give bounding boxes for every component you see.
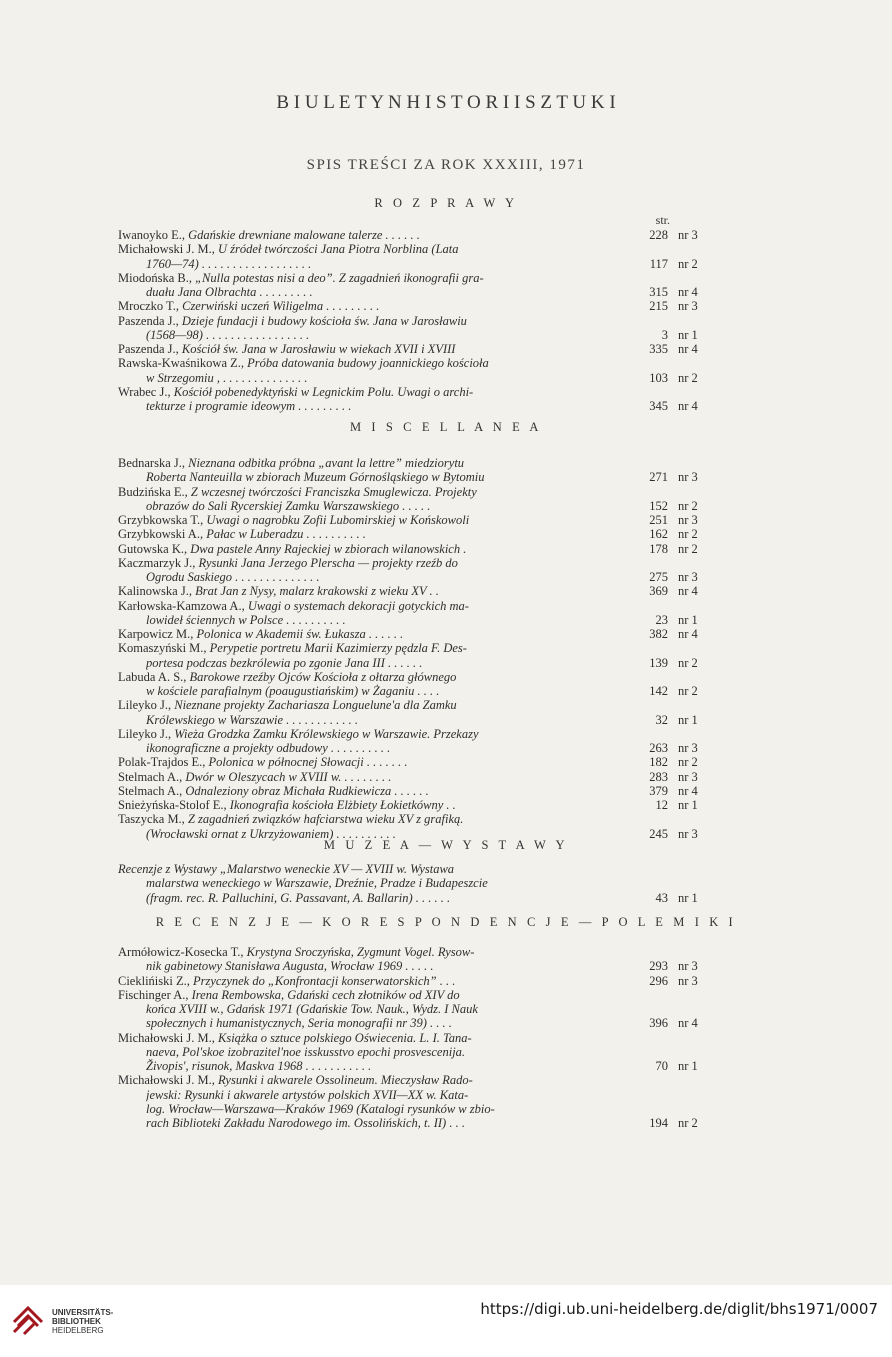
entry-issue: nr 4 (678, 1016, 698, 1031)
entry-page: 293 (649, 959, 668, 974)
entry-text (118, 670, 626, 685)
entry-text (118, 513, 626, 528)
entry-issue: nr 1 (678, 798, 698, 812)
entry-title: Gdańskie drewniane malowane talerze . . . . . . (188, 228, 420, 242)
entry-text (146, 713, 626, 728)
entry-page: 194 (649, 1116, 668, 1130)
entry-continuation (118, 891, 710, 906)
entry-text (118, 1031, 626, 1046)
entry-page: 315 (649, 285, 668, 299)
entry-page: 32 (655, 712, 668, 727)
entry-author: Miodońska B., (118, 270, 196, 285)
entry-page: 103 (649, 370, 668, 385)
entry-author: Grzybkowski A., (118, 527, 207, 542)
entry-title: Brat Jan z Nysy, malarz krakowski z wieku XV . . (195, 584, 439, 599)
entry-line (118, 627, 710, 642)
entry-title: (Wrocławski ornat z Ukrzyżowaniem) . . . . . . . . . . (146, 826, 396, 841)
entry-title: Uwagi o systemach dekoracji gotyckich ma- (247, 598, 469, 613)
entry-issue: nr 4 (678, 584, 698, 599)
entry-author: Rawska-Kwaśnikowa Z., (118, 356, 248, 371)
entry-title: (fragm. rec. R. Palluchini, G. Passavant, A. Ballarin) . . . . . . (146, 890, 451, 905)
entry-author: Michałowski J. M., (118, 1073, 218, 1088)
entry-title: duału Jana Olbrachta . . . . . . . . . (146, 285, 313, 299)
entry-title: portesa podczas bezkrólewia po zgonie Jana III . . . . . . (146, 655, 423, 670)
entry-issue: nr 4 (678, 342, 698, 356)
entry-line (118, 1073, 710, 1088)
entry-author: Mroczko T., (118, 299, 183, 314)
entry-issue: nr 2 (678, 527, 698, 542)
library-name: UNIVERSITÄTS- BIBLIOTHEK HEIDELBERG (52, 1308, 114, 1335)
entry-author: Polak-Trajdos E., (118, 755, 209, 770)
entry-text (146, 1059, 626, 1074)
entry-text (146, 959, 626, 974)
entry-text (146, 470, 626, 485)
entry-text (118, 527, 626, 542)
entry-continuation (118, 328, 710, 343)
entry-issue: nr 3 (678, 299, 698, 314)
entry-issue: nr 3 (678, 769, 698, 784)
entry-title: Polonica w północnej Słowacji . . . . . . . (208, 755, 408, 770)
footer-bar (0, 1285, 892, 1357)
page-column-label: str. (655, 213, 670, 227)
section-title-miscellanea: M I S C E L L A N E A (349, 420, 543, 434)
entry-line (118, 599, 710, 614)
entry-page: 263 (649, 741, 668, 755)
entry-title: 1760—74) . . . . . . . . . . . . . . . . . . (146, 256, 312, 271)
entry-line (118, 242, 710, 257)
entry-title: Ogrodu Saskiego . . . . . . . . . . . . . . (146, 570, 320, 584)
entry-text (118, 242, 626, 257)
entry-title: Z wczesnej twórczości Franciszka Smuglewicza. Projekty (190, 484, 477, 499)
entry-line (118, 862, 710, 877)
entry-text (146, 891, 626, 906)
entry-issue: nr 4 (678, 783, 698, 798)
entry-text (118, 1073, 626, 1088)
entry-text (118, 988, 626, 1003)
entry-title: Nieznana odbitka próbna „avant la lettre” miedziorytu (188, 456, 465, 470)
entry-title: obrazów do Sali Rycerskiej Zamku Warszawskiego . . . . . (146, 498, 431, 513)
entry-title: U źródeł twórczości Jana Piotra Norblina (Lata (218, 242, 459, 257)
entry-title: Z zagadnień związków hafciarstwa wieku XV z grafiką. (187, 812, 464, 827)
entry-continuation (118, 1016, 710, 1031)
entry-author: Fischinger A., (118, 987, 192, 1002)
entry-author: Kaczmarzyk J., (118, 555, 199, 570)
entry-author: Budzińska E., (118, 484, 191, 499)
entry-line (118, 698, 710, 713)
entry-text (146, 1088, 626, 1103)
entry-text (118, 627, 626, 642)
entry-continuation (118, 959, 710, 974)
entry-page: 162 (649, 527, 668, 542)
entry-title: Dwa pastele Anny Rajeckiej w zbiorach wilanowskich . (190, 541, 467, 556)
entry-title: rach Biblioteki Zakładu Narodowego im. Ossolińskich, t. II) . . . (146, 1116, 465, 1130)
entry-page: 283 (649, 769, 668, 784)
entry-page: 152 (649, 498, 668, 513)
entry-title: log. Wrocław—Warszawa—Kraków 1969 (Katalogi rysunków w zbio- (146, 1101, 495, 1116)
entry-page: 382 (649, 627, 668, 641)
entry-text (118, 271, 626, 286)
entry-text (118, 755, 626, 770)
section-title-rozprawy: R O Z P R A W Y (374, 196, 518, 210)
entry-line (118, 299, 710, 314)
entry-text (118, 862, 626, 877)
entry-line (118, 1031, 710, 1046)
entry-issue: nr 3 (678, 741, 698, 755)
entry-author: Paszenda J., (118, 342, 182, 356)
entry-text (118, 456, 626, 471)
entry-text (146, 1102, 626, 1117)
entry-text (146, 684, 626, 699)
entry-text (118, 945, 626, 960)
entry-line (118, 770, 710, 785)
contents-title: SPIS TREŚCI ZA ROK XXXIII, 1971 (306, 157, 586, 173)
section-title-muzea-wystawy: M U Z E A — W Y S T A W Y (323, 838, 569, 852)
entry-title: Barokowe rzeźby Ojców Kościoła z ołtarza głównego (189, 669, 457, 684)
entry-text (146, 1116, 626, 1131)
entry-author: Karłowska-Kamzowa A., (118, 598, 248, 613)
entry-line (118, 356, 710, 371)
entry-page: 70 (655, 1059, 668, 1073)
entry-page: 139 (649, 655, 668, 670)
entry-text (118, 556, 626, 571)
entry-author: Cieklińiski Z., (118, 973, 193, 988)
entry-author: Labuda A. S., (118, 669, 190, 684)
entry-page: 182 (649, 755, 668, 770)
entry-title: Rysunki i akwarele Ossolineum. Mieczysław Rado- (218, 1073, 473, 1088)
entry-line (118, 641, 710, 656)
entry-text (118, 641, 626, 656)
entry-text (118, 542, 626, 557)
entry-title: Kościół św. Jana w Jarosławiu w wiekach XVII i XVIII (181, 342, 456, 356)
entry-page: 275 (649, 570, 668, 584)
entry-continuation (118, 1059, 710, 1074)
entry-text (118, 228, 626, 243)
entry-title: Ikonografia kościoła Elżbiety Łokietkówny . . (229, 798, 456, 812)
entry-issue: nr 1 (678, 1059, 698, 1073)
entry-issue: nr 2 (678, 256, 698, 271)
entry-issue: nr 3 (678, 570, 698, 584)
entry-title: Książka o sztuce polskiego Oświecenia. L. I. Tana- (218, 1030, 472, 1045)
entry-continuation (118, 1045, 710, 1060)
entry-title: Próba datowania budowy joannickiego kościoła (247, 356, 489, 371)
entry-page: 296 (649, 973, 668, 988)
entry-continuation (118, 470, 710, 485)
entry-title: naeva, Pol'skoe izobrazitel'noe isskusstvo epochi prosvescenija. (146, 1044, 466, 1059)
entry-issue: nr 1 (678, 712, 698, 727)
entry-continuation (118, 499, 710, 514)
entry-page: 228 (649, 228, 668, 242)
entry-text (118, 974, 626, 989)
entry-page: 117 (649, 256, 668, 271)
entry-text (146, 876, 626, 891)
entry-continuation (118, 827, 710, 842)
entry-page: 345 (649, 399, 668, 413)
entry-continuation (118, 1088, 710, 1103)
entry-line (118, 755, 710, 770)
entry-text (146, 1045, 626, 1060)
entry-author: Taszycka M., (118, 812, 188, 827)
entry-page: 43 (655, 890, 668, 905)
entry-text (146, 613, 626, 628)
entry-issue: nr 4 (678, 627, 698, 641)
entry-continuation (118, 257, 710, 272)
entry-title: Odnaleziony obraz Michała Rudkiewicza . . . . . . (185, 783, 429, 798)
entry-text (146, 285, 626, 300)
entry-line (118, 974, 710, 989)
entry-title: ikonograficzne a projekty odbudowy . . . . . . . . . . (146, 741, 391, 755)
entry-title: Živopis', risunok, Maskva 1968 . . . . . . . . . . . (146, 1059, 372, 1073)
entry-title: Roberta Nanteuilla w zbiorach Muzeum Górnośląskiego w Bytomiu (146, 470, 485, 485)
entry-page: 3 (661, 327, 668, 342)
entry-continuation (118, 1002, 710, 1017)
entry-text (146, 570, 626, 585)
entry-issue: nr 3 (678, 959, 698, 974)
entry-continuation (118, 399, 710, 414)
entry-continuation (118, 741, 710, 756)
entry-title: społecznych i humanistycznych, Seria monografii nr 39) . . . . (146, 1016, 452, 1031)
entry-author: Stelmach A., (118, 783, 186, 798)
entry-text (146, 328, 626, 343)
entry-title: Kościół pobenedyktyński w Legnickim Polu. Uwagi o archi- (173, 384, 474, 399)
entry-continuation (118, 570, 710, 585)
entry-text (118, 798, 626, 813)
entry-text (118, 812, 626, 827)
entry-issue: nr 2 (678, 370, 698, 385)
entry-continuation (118, 613, 710, 628)
entry-text (118, 770, 626, 785)
entry-author: Stelmach A., (118, 769, 186, 784)
entry-line (118, 670, 710, 685)
entry-author: Grzybkowska T., (118, 513, 207, 527)
journal-title: B I U L E T Y N H I S T O R I I S Z T U K I (276, 92, 616, 113)
entry-issue: nr 1 (678, 612, 698, 627)
entry-page: 335 (649, 342, 668, 356)
entry-line (118, 812, 710, 827)
entry-line (118, 385, 710, 400)
entry-text (146, 656, 626, 671)
entry-issue: nr 2 (678, 655, 698, 670)
entry-title: Uwagi o nagrobku Zofii Lubomirskiej w Końskowoli (206, 513, 470, 527)
entry-text (118, 584, 626, 599)
entry-issue: nr 2 (678, 684, 698, 698)
entry-author: Lileyko J., (118, 726, 175, 741)
entry-issue: nr 2 (678, 1116, 698, 1130)
entry-title: końca XVIII w., Gdańsk 1971 (Gdańskie Tow. Nauk., Wydz. I Nauk (146, 1002, 478, 1016)
entry-page: 142 (649, 684, 668, 698)
entry-page: 251 (649, 513, 668, 527)
entry-text (118, 599, 626, 614)
entry-line (118, 988, 710, 1003)
entry-title: Perypetie portretu Marii Kazimierzy pędzla F. Des- (209, 641, 467, 656)
entry-title: Nieznane projekty Zachariasza Longuelune'a dla Zamku (174, 698, 457, 713)
entry-text (146, 257, 626, 272)
entry-author: Bednarska J., (118, 456, 189, 470)
entry-page: 245 (649, 826, 668, 841)
entry-author: Iwanoyko E., (118, 228, 189, 242)
entry-title: w kościele parafialnym (poaugustiańskim) w Żaganiu . . . . (146, 684, 440, 698)
entry-text (118, 356, 626, 371)
entry-author: Armółowicz-Kosecka T., (118, 945, 247, 959)
entry-text (118, 314, 626, 329)
entry-author: Gutowska K., (118, 541, 191, 556)
entry-title: w Strzegomiu , . . . . . . . . . . . . . . (146, 370, 308, 385)
entry-line (118, 542, 710, 557)
entry-continuation (118, 713, 710, 728)
entry-title: Wieża Grodzka Zamku Królewskiego w Warszawie. Przekazy (174, 726, 479, 741)
entry-issue: nr 2 (678, 755, 698, 770)
entry-line (118, 513, 710, 528)
entry-issue: nr 4 (678, 399, 698, 413)
entry-author: Lileyko J., (118, 698, 175, 713)
entry-title: Pałac w Luberadzu . . . . . . . . . . (206, 527, 366, 542)
entry-title: Rysunki Jana Jerzego Plerscha — projekty rzeźb do (198, 555, 458, 570)
entry-page: 215 (649, 299, 668, 314)
entry-issue: nr 4 (678, 285, 698, 299)
entry-continuation (118, 285, 710, 300)
entry-page: 23 (655, 612, 668, 627)
entry-title: „Nulla potestas nisi a deo”. Z zagadnień ikonografii gra- (195, 270, 484, 285)
entry-title: jewski: Rysunki i akwarele artystów polskich XVII—XX w. Kata- (146, 1087, 469, 1102)
entry-text (146, 741, 626, 756)
entry-line (118, 228, 710, 243)
entry-text (118, 342, 626, 357)
entry-title: Dwór w Oleszycach w XVIII w. . . . . . . . . (185, 769, 392, 784)
entry-line (118, 456, 710, 471)
entry-title: lowideł ściennych w Polsce . . . . . . . . . . (146, 612, 346, 627)
entry-text (146, 827, 626, 842)
entry-title: Królewskiego w Warszawie . . . . . . . . . . . . (146, 712, 359, 727)
entry-text (118, 784, 626, 799)
entry-continuation (118, 1102, 710, 1117)
entry-title: nik gabinetowy Stanisława Augusta, Wrocław 1969 . . . . . (146, 959, 434, 974)
entry-issue: nr 3 (678, 228, 698, 242)
library-logo-icon (10, 1302, 46, 1338)
entry-continuation (118, 656, 710, 671)
entry-continuation (118, 1116, 710, 1131)
entry-line (118, 727, 710, 742)
entry-text (118, 299, 626, 314)
entry-issue: nr 2 (678, 541, 698, 556)
entry-continuation (118, 371, 710, 386)
entry-line (118, 798, 710, 813)
entry-page: 12 (655, 798, 668, 812)
entry-title: (1568—98) . . . . . . . . . . . . . . . . . (146, 327, 310, 342)
entry-page: 369 (649, 584, 668, 599)
entry-line (118, 342, 710, 357)
entry-title: tekturze i programie ideowym . . . . . . . . . (146, 399, 352, 413)
entry-title: Przyczynek do „Konfrontacji konserwatorskich” . . . (193, 973, 456, 988)
entry-issue: nr 3 (678, 973, 698, 988)
entry-text (146, 371, 626, 386)
entry-author: Kalinowska J., (118, 584, 196, 599)
entry-author: Komaszyński M., (118, 641, 210, 656)
entry-page: 396 (649, 1016, 668, 1031)
entry-issue: nr 1 (678, 327, 698, 342)
entry-line (118, 485, 710, 500)
entry-text (118, 385, 626, 400)
entry-author: Wrabec J., (118, 384, 174, 399)
entry-title: Recenzje z Wystawy „Malarstwo weneckie XV — XVIII w. Wystawa (118, 862, 455, 876)
entry-author: Michałowski J. M., (118, 1030, 218, 1045)
entry-page: 178 (649, 541, 668, 556)
entry-continuation (118, 684, 710, 699)
entry-text (118, 485, 626, 500)
entry-continuation (118, 876, 710, 891)
entry-line (118, 556, 710, 571)
entry-text (146, 1016, 626, 1031)
entry-line (118, 584, 710, 599)
entry-issue: nr 3 (678, 513, 698, 527)
entry-line (118, 945, 710, 960)
entry-issue: nr 1 (678, 890, 698, 905)
entry-author: Michałowski J. M., (118, 242, 218, 257)
entry-title: Krystyna Sroczyńska, Zygmunt Vogel. Rysow- (246, 945, 475, 959)
entry-title: Irena Rembowska, Gdański cech złotników od XIV do (191, 987, 460, 1002)
entry-author: Snieżyńska-Stolof E., (118, 798, 230, 812)
entry-title: Dzieje fundacji i budowy kościoła św. Jana w Jarosławiu (181, 313, 467, 328)
section-title-recenzje: R E C E N Z J E — K O R E S P O N D E N C J E — P O L E M I K I (155, 915, 737, 929)
entry-text (118, 727, 626, 742)
entry-title: Czerwiński uczeń Wiligelma . . . . . . . . . (182, 299, 380, 314)
entry-text (146, 1002, 626, 1017)
entry-text (146, 399, 626, 414)
entry-line (118, 784, 710, 799)
entry-issue: nr 2 (678, 498, 698, 513)
entry-page: 379 (649, 783, 668, 798)
entry-author: Paszenda J., (118, 313, 182, 328)
entry-text (118, 698, 626, 713)
entry-page: 271 (649, 470, 668, 485)
entry-author: Karpowicz M., (118, 627, 197, 641)
entry-line (118, 271, 710, 286)
entry-line (118, 314, 710, 329)
entry-issue: nr 3 (678, 470, 698, 485)
entry-text (146, 499, 626, 514)
entry-issue: nr 3 (678, 826, 698, 841)
entry-line (118, 527, 710, 542)
permalink-url[interactable]: https://digi.ub.uni-heidelberg.de/diglit/bhs1971/0007 (480, 1300, 878, 1318)
entry-title: Polonica w Akademii św. Łukasza . . . . . . (196, 627, 404, 641)
entry-title: malarstwa weneckiego w Warszawie, Dreźnie, Pradze i Budapeszcie (146, 876, 488, 891)
